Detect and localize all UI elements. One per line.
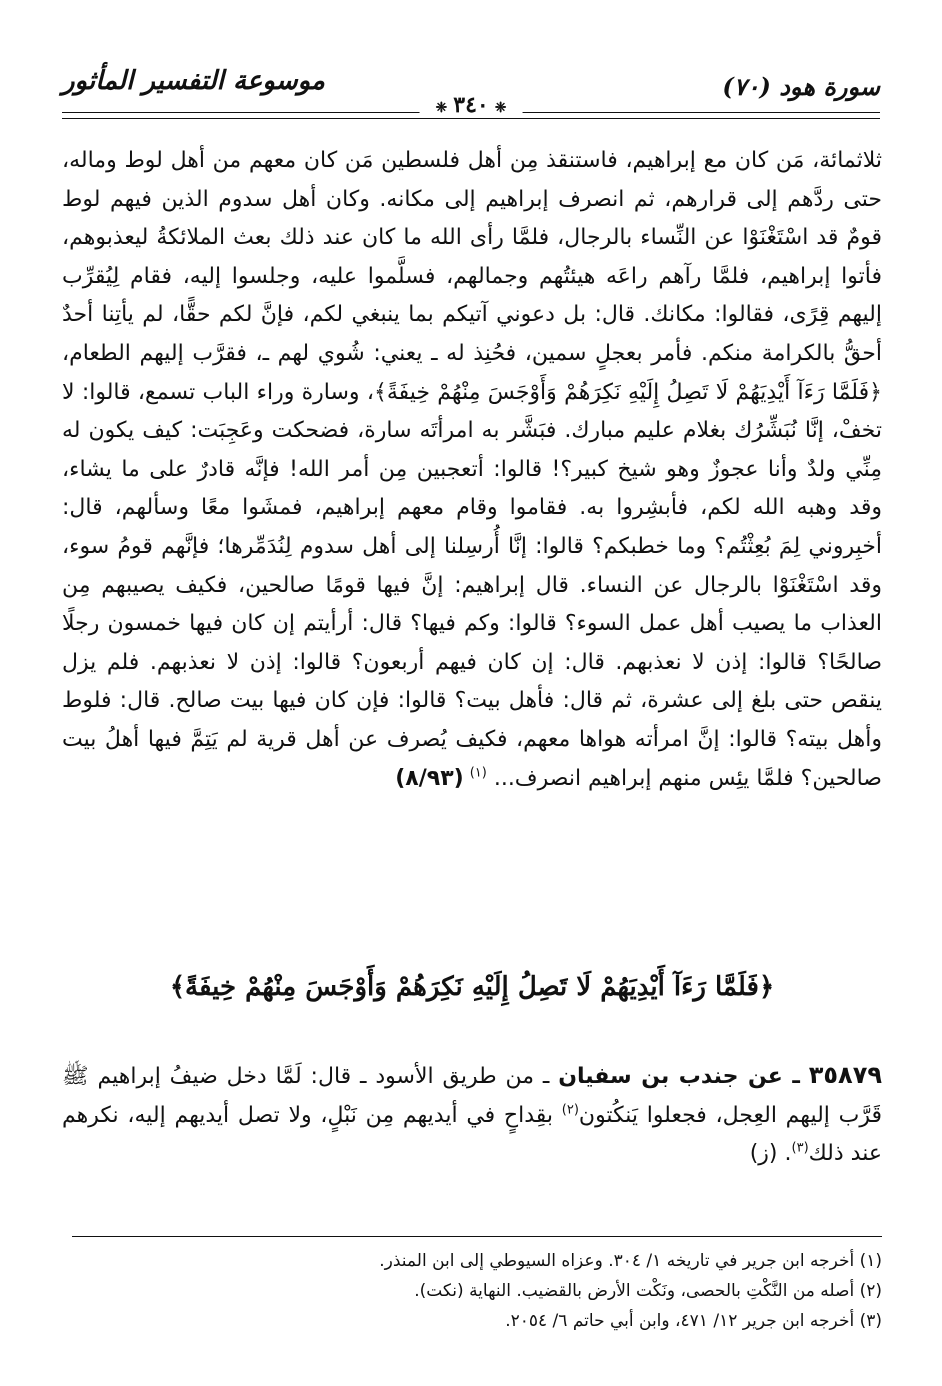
- entry-text: بقِداحٍ في أيديهم مِن نَبْلٍ، ولا تصل أيديهم إليه، نكرهم عند ذلك: [62, 1102, 882, 1167]
- page-number-box: [420, 92, 523, 118]
- footnote-marker-3: (٣): [791, 1140, 809, 1156]
- main-text: [62, 142, 882, 798]
- header-rule-bottom: [62, 118, 880, 119]
- footnote-1: (١) أخرجه ابن جرير في تاريخه ١/ ٣٠٤. وعزاه السيوطي إلى ابن المنذر.: [379, 1251, 882, 1271]
- volume-reference: (٨/٩٣): [395, 765, 464, 791]
- footnote-2: (٢) أصله من النَّكْتِ بالحصى، ونَكْت الأرض بالقضيب. النهاية (نكت).: [414, 1281, 882, 1301]
- footnote-marker-2: (٢): [561, 1102, 579, 1118]
- page-number: ٣٤٠: [453, 92, 489, 118]
- main-paragraph: [62, 142, 882, 798]
- verse-heading: ﴿فَلَمَّا رَءَآ أَيْدِيَهُمْ لَا تَصِلُ إِلَيْهِ نَكِرَهُمْ وَأَوْجَسَ مِنْهُمْ خِيفَةً﴾: [169, 972, 775, 1002]
- surah-header: سورة هود (٧٠): [722, 72, 880, 101]
- hadith-entry: [62, 1056, 882, 1174]
- ornament-icon: ❈: [494, 100, 507, 116]
- entry-chain: ـ من طريق الأسود ـ قال: لَمَّا دخل ضيفُ إبراهيم ﷺ قَرَّب إليهم العِجل، فجعلوا يَنكُتون: [62, 1064, 882, 1128]
- footnote-rule: [72, 1236, 882, 1237]
- running-head: [62, 66, 880, 124]
- footnote-marker-1: (١): [469, 765, 487, 781]
- entry-narrator: ـ عن جندب بن سفيان: [558, 1064, 800, 1089]
- source-code: . (ز): [749, 1141, 792, 1167]
- ornament-icon: ❈: [435, 100, 448, 116]
- series-title: موسوعة التفسير المأثور: [62, 66, 325, 96]
- footnote-3: (٣) أخرجه ابن جرير ١٢/ ٤٧١، وابن أبي حاتم ٦/ ٢٠٥٤.: [505, 1311, 882, 1331]
- footnotes: [62, 1246, 882, 1336]
- paragraph-text: ثلاثمائة، مَن كان مع إبراهيم، فاستنقذ مِن أهل فلسطين مَن كان معهم من أهل لوط وماله، حتى ردَّهم إلى قرارهم، ثم انصرف إبراهيم إلى مكانه. وكان أهل سدوم الذين فيهم لوط قومٌ قد اسْتَغْنَوْا عن النِّساء بالرجال، فلمَّا رأى الله ما كان عند ذلك بعث الملائكةُ ليعذبوهم، فأتوا إبراهيم، فلمَّا رآهم راعَه هيئتُهم وجمالهم، فسلَّموا عليه، وجلسوا إليه، فقام لِيُقرِّب إليهم قِرًى، فقالوا: مكانك. قال: بل دعوني آتيكم بما ينبغي لكم، فإنَّ لكم حقًّا، لم يأتِنا أحدٌ أحقُّ بالكرامة منكم. فأمر بعجلٍ سمين، فحُنِذ له ـ يعني: شُوي لهم ـ، فقرَّب إليهم الطعام، ﴿فَلَمَّا رَءَآ أَيْدِيَهُمْ لَا تَصِلُ إِلَيْهِ نَكِرَهُمْ وَأَوْجَسَ مِنْهُمْ خِيفَةً﴾، وسارة وراء الباب تسمع، قالوا: لا تخفْ، إنَّا نُبَشِّرُك بغلام عليم مبارك. فبَشَّر به امرأتَه سارة، فضحكت وعَجِبَت: كيف يكون له مِنِّي ولدٌ وأنا عجوزٌ وهو شيخ كبير؟! قالوا: أتعجبين مِن أمر الله! فإنَّه قادرٌ على ما يشاء، وقد وهبه الله لكم، فأبشِروا به. فقاموا وقام معهم إبراهيم، فمشَوا معًا وسألهم، قال: أخبِروني لِمَ بُعِثْتُم؟ وما خطبكم؟ قالوا: إنَّا أُرسِلنا إلى أهل سدوم لِنُدَمِّرها؛ فإنَّهم قومُ سوء، وقد اسْتَغْنَوْا بالرجال عن النساء. قال إبراهيم: إنَّ فيها قومًا صالحين، فكيف يصيبهم مِن العذاب ما يصيب أهل عمل السوء؟ قالوا: وكم فيها؟ قال: أرأيتم إن كان فيها خمسون رجلًا صالحًا؟ قالوا: إذن لا نعذبهم. قال: إن كان فيهم أربعون؟ قالوا: إذن لا نعذبهم. فلم يزل ينقص حتى بلغ إلى عشرة، ثم قال: فأهل بيت؟ قالوا: فإن كان فيها بيت صالح. قال: فلوط وأهل بيته؟ قالوا: إنَّ امرأته هواها معهم، فكيف يُصرف عن أهل قرية لم يَتِمَّ فيها أهلُ بيت صالحين؟ فلمَّا يئِس منهم إبراهيم انصرف...: [62, 148, 882, 791]
- entry-number: ٣٥٨٧٩: [808, 1061, 882, 1089]
